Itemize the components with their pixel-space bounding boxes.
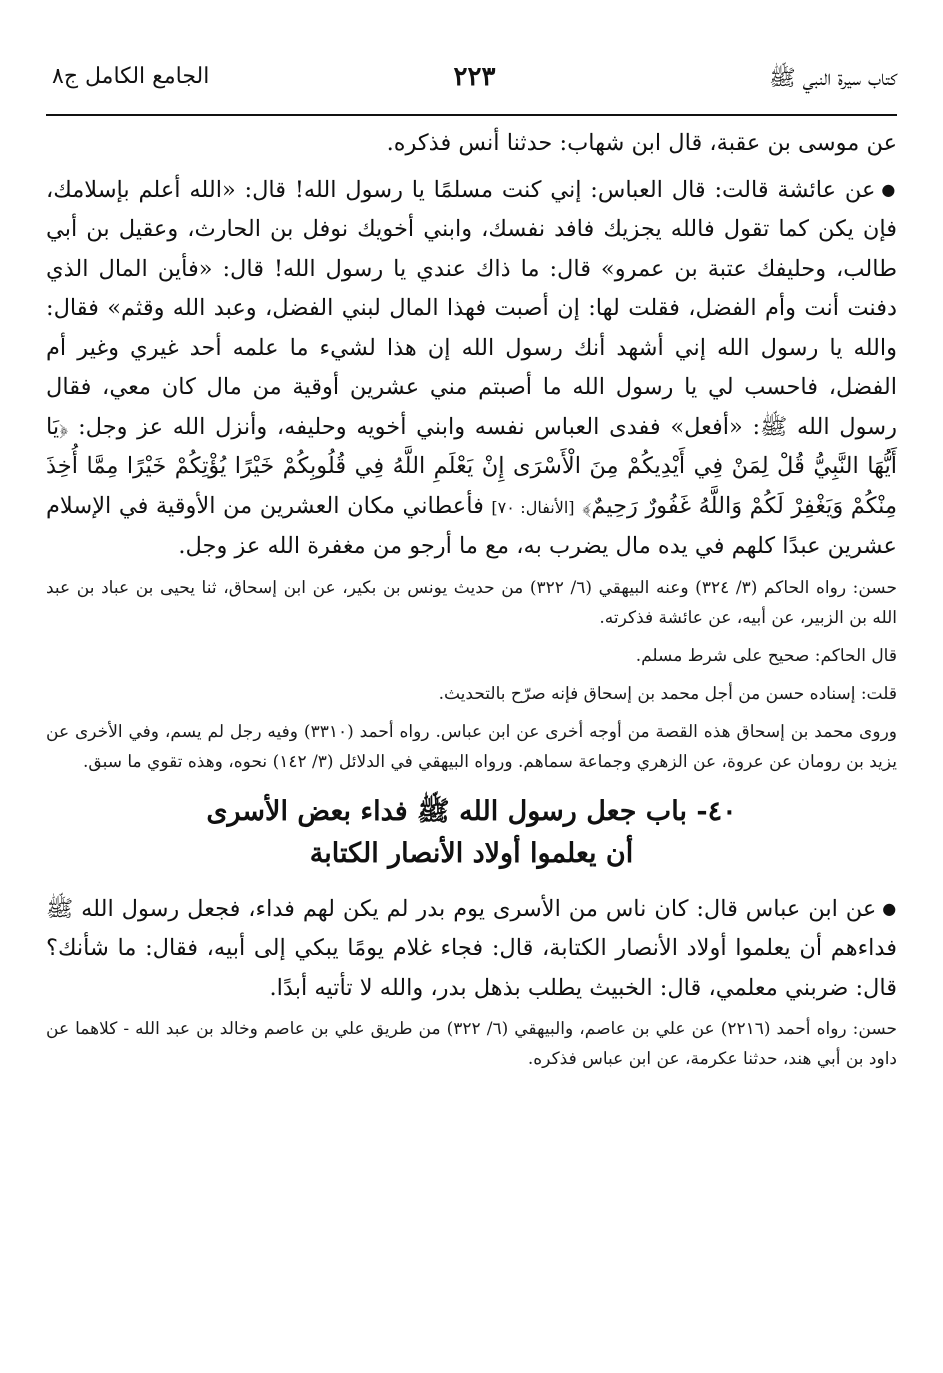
book-section-title: كتاب سيرة النبي ﷺ (769, 66, 897, 91)
aisha-hadith-paragraph (46, 170, 897, 567)
bullet-icon: ● (881, 179, 897, 199)
aisha-hadith-ending: فأعطاني مكان العشرين من الأوقية في الإسلام عشرين عبدًا كلهم في يده مال يضرب به، مع ما أرجو من مغفرة الله عز وجل. (46, 492, 897, 559)
page-header (52, 58, 897, 114)
book-volume-title: الجامع الكامل ج٨ (52, 64, 210, 89)
chapter-heading-line-1: ٤٠- باب جعل رسول الله ﷺ فداء بعض الأسرى (206, 795, 737, 827)
takhrij-note-2: قال الحاكم: صحيح على شرط مسلم. (635, 645, 897, 666)
takhrij-note-4: وروى محمد بن إسحاق هذه القصة من أوجه أخرى عن ابن عباس. رواه أحمد (٣٣١٠) وفيه رجل لم يسم، وفي الأخرى عن يزيد بن رومان عن عروة، عن الزهري وجماعة سماهم. ورواه البيهقي في الدلائل (٣/ ١٤٢) نحوه، وهذه تقوي ما سبق. (46, 721, 897, 772)
chapter-heading (46, 791, 897, 875)
bullet-icon: ● (882, 898, 898, 918)
page-number: ٢٢٣ (453, 62, 496, 92)
ibn-abbas-hadith-text: عن ابن عباس قال: كان ناس من الأسرى يوم بدر لم يكن لهم فداء، فجعل رسول الله ﷺ فداءهم أن يعلموا أولاد الأنصار الكتابة، قال: فجاء غلام يومًا يبكي إلى أبيه، فقال: ما شأنك؟ قال: ضربني معلمي، قال: الخبيث يطلب بذهل بدر، والله لا تأتيه أبدًا. (46, 895, 897, 1001)
aisha-hadith-text: عن عائشة قالت: قال العباس: إني كنت مسلمًا يا رسول الله! قال: «الله أعلم بإسلامك، فإن يكن كما تقول فالله يجزيك فافد نفسك، وابني أخويك نوفل بن الحارث، وعقيل بن أبي طالب، وحليفك عتبة بن عمرو» قال: ما ذاك عندي يا رسول الله! قال: «فأين المال الذي دفنت أنت وأم الفضل، فقلت لها: إن أصبت فهذا المال لبني الفضل، وعبد الله وقثم» فقال: والله يا رسول الله إني أشهد أنك رسول الله إن هذا لشيء ما علمه أحد غيري وغير أم الفضل، فاحسب لي يا رسول الله ما أصبتم مني عشرين أوقية من مال كان معي، فقال رسول الله ﷺ: «أفعل» ففدى العباس نفسه وابني أخويه وحليفه، وأنزل الله عز وجل: ﴿يَا أَيُّهَا النَّبِيُّ قُلْ لِمَنْ فِي أَيْدِيكُمْ مِنَ الْأَسْرَى إِنْ يَعْلَمِ اللَّهُ فِي قُلُوبِكُمْ خَيْرًا يُؤْتِكُمْ خَيْرًا مِمَّا أُخِذَ مِنْكُمْ وَيَغْفِرْ لَكُمْ وَاللَّهُ غَفُورٌ رَحِيمٌ﴾ (46, 176, 898, 519)
takhrij-note-5: حسن: رواه أحمد (٢٢١٦) عن علي بن عاصم، والبيهقي (٦/ ٣٢٢) من طريق علي بن عاصم وخالد بن عبد الله - كلاهما عن داود بن أبي هند، حدثنا عكرمة، عن ابن عباس فذكره. (46, 1019, 898, 1069)
header-divider (46, 114, 897, 116)
chapter-heading-line-2: أن يعلموا أولاد الأنصار الكتابة (309, 837, 634, 869)
takhrij-note-1: حسن: رواه الحاكم (٣/ ٣٢٤) وعنه البيهقي (٦/ ٣٢٢) من حديث يونس بن بكير، عن ابن إسحاق، ثنا يحيى بن عباد بن عبد الله بن الزبير، عن أبيه، عن عائشة فذكرته. (46, 577, 897, 628)
takhrij-note-3: قلت: إسناده حسن من أجل محمد بن إسحاق فإنه صرّح بالتحديث. (438, 683, 897, 704)
intro-paragraph: عن موسى بن عقبة، قال ابن شهاب: حدثنا أنس فذكره. (386, 130, 897, 156)
quran-reference: [الأنفال: ٧٠] (491, 497, 575, 517)
page-body (46, 124, 897, 1082)
ibn-abbas-hadith-paragraph (46, 889, 897, 1009)
